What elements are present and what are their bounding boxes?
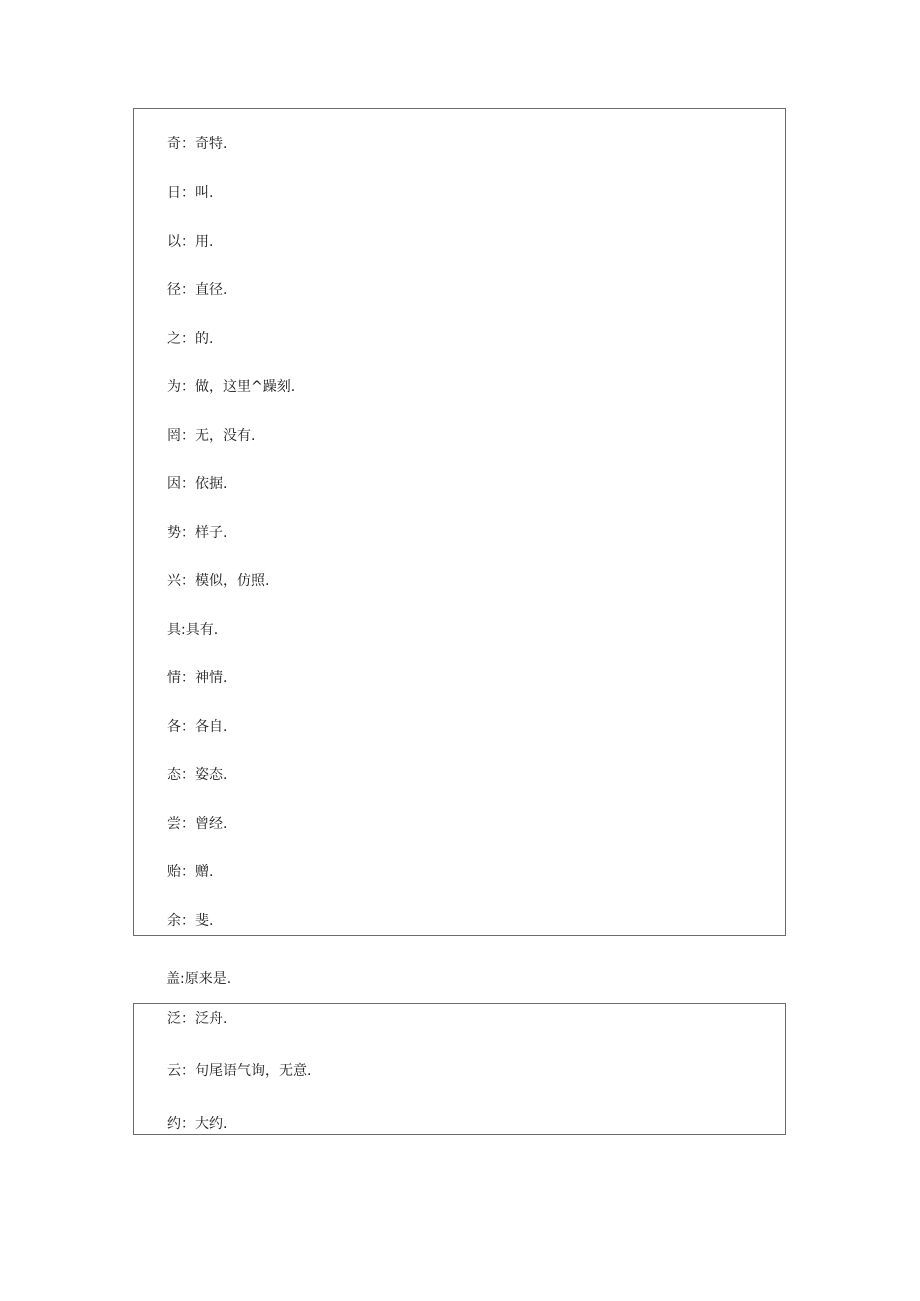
gloss-entry: 势：样子. bbox=[167, 525, 228, 541]
gloss-entry: 尝：曾经. bbox=[167, 816, 228, 832]
gloss-entry: 余：斐. bbox=[167, 913, 214, 929]
gloss-entry: 径：直径. bbox=[167, 282, 228, 298]
gloss-entry: 贻：赠. bbox=[167, 864, 214, 880]
gloss-entry: 态：姿态. bbox=[167, 767, 228, 783]
gloss-entry: 为：做，这里^躁刻. bbox=[167, 379, 296, 395]
gloss-entry: 约：大约. bbox=[167, 1116, 228, 1132]
gloss-entry-between-boxes: 盖:原来是. bbox=[166, 971, 232, 987]
gloss-entry: 日：叫. bbox=[167, 185, 214, 201]
gloss-entry: 情：神情. bbox=[167, 670, 228, 686]
gloss-entry: 因：依据. bbox=[167, 476, 228, 492]
glossary-box-2 bbox=[133, 1003, 786, 1135]
gloss-entry: 兴：模似，仿照. bbox=[167, 573, 270, 589]
gloss-entry: 泛：泛舟. bbox=[167, 1011, 228, 1027]
gloss-entry: 具:具有. bbox=[167, 622, 219, 638]
gloss-entry: 以：用. bbox=[167, 234, 214, 250]
glossary-box-1 bbox=[133, 108, 786, 936]
gloss-entry: 罔：无，没有. bbox=[167, 428, 256, 444]
gloss-entry: 各：各自. bbox=[167, 719, 228, 735]
gloss-entry: 云：句尾语气询，无意. bbox=[167, 1063, 312, 1079]
gloss-entry: 之：的. bbox=[167, 331, 214, 347]
gloss-entry: 奇：奇特. bbox=[167, 136, 228, 152]
